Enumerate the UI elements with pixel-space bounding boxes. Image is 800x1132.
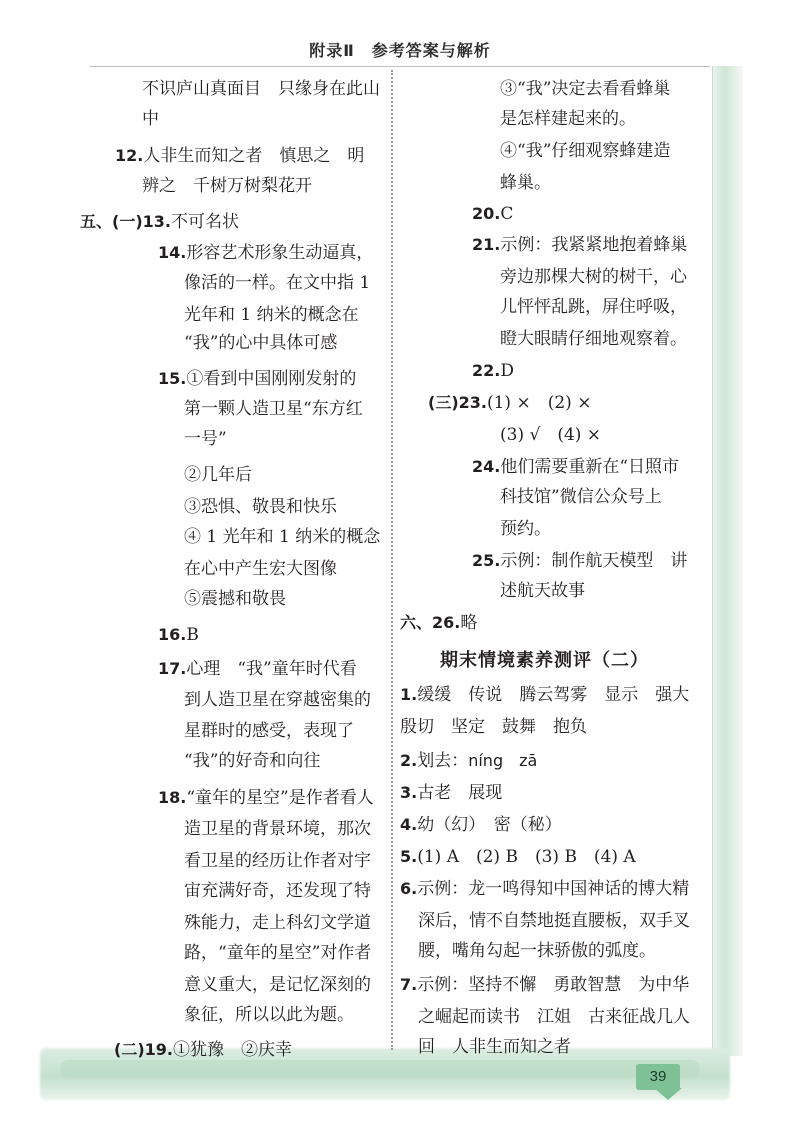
answer-line bbox=[500, 518, 551, 540]
answer-line bbox=[400, 612, 477, 634]
answer-line bbox=[184, 942, 371, 964]
answer-line bbox=[400, 684, 689, 706]
answer-line bbox=[158, 787, 374, 809]
answer-text: 形容艺术形象生动逼真， bbox=[186, 243, 374, 263]
answer-text: 深后，情不自禁地挺直腰板，双手叉 bbox=[418, 911, 690, 931]
answer-text: 辨之 千树万树梨花开 bbox=[142, 176, 312, 196]
question-number: 19. bbox=[144, 1040, 173, 1059]
answer-text: 略 bbox=[460, 613, 478, 633]
question-number: 18. bbox=[158, 788, 187, 807]
answer-text: 旁边那棵大树的树干，心 bbox=[500, 267, 687, 287]
question-number: 20. bbox=[472, 204, 501, 223]
page-number: 39 bbox=[636, 1064, 680, 1090]
answer-line bbox=[184, 464, 252, 486]
page-number-corner bbox=[654, 1088, 682, 1100]
answer-line bbox=[500, 296, 687, 318]
question-number: 7. bbox=[400, 975, 418, 994]
question-number: 4. bbox=[400, 815, 418, 834]
answer-line bbox=[158, 368, 356, 390]
section-marker: 六、 bbox=[400, 613, 433, 632]
answer-line bbox=[142, 78, 380, 100]
bottom-decoration-stripe bbox=[60, 1060, 700, 1078]
answer-line bbox=[184, 974, 371, 996]
section-marker: 五、(一) bbox=[80, 212, 143, 231]
answer-text: 到人造卫星在穿越密集的 bbox=[184, 690, 371, 710]
answer-text: ①犹豫 ②庆幸 bbox=[172, 1040, 292, 1060]
question-number: 23. bbox=[458, 393, 487, 412]
answer-line bbox=[400, 750, 537, 772]
answer-text: B bbox=[186, 625, 199, 645]
answer-text: “童年的星空”是作者看人 bbox=[186, 788, 374, 808]
answer-text: ③“我”决定去看看蜂巢 bbox=[500, 79, 671, 99]
answer-text: 腰，嘴角勾起一抹骄傲的弧度。 bbox=[418, 941, 656, 961]
answer-line bbox=[184, 818, 371, 840]
answer-text: 回 人非生而知之者 bbox=[418, 1037, 571, 1057]
question-number: 22. bbox=[472, 361, 501, 380]
answer-line bbox=[500, 78, 670, 100]
answer-text: 蜂巢。 bbox=[500, 173, 551, 193]
answer-line bbox=[472, 550, 687, 572]
answer-text: ②几年后 bbox=[184, 465, 252, 485]
answer-line bbox=[472, 456, 679, 478]
answer-text: ④“我”仔细观察蜂建造 bbox=[500, 141, 671, 161]
answer-line bbox=[472, 234, 687, 256]
answer-line bbox=[184, 332, 337, 354]
column-divider bbox=[391, 70, 393, 1050]
answer-text: 像活的一样。在文中指 1 bbox=[184, 273, 371, 293]
answer-text: 一号” bbox=[184, 429, 227, 449]
answer-text: 意义重大，是记忆深刻的 bbox=[184, 975, 371, 995]
answer-text: 他们需要重新在“日照市 bbox=[500, 457, 680, 477]
answer-text: 儿怦怦乱跳，屏住呼吸， bbox=[500, 297, 687, 317]
answer-line bbox=[184, 304, 359, 326]
answer-line bbox=[184, 850, 371, 872]
answer-line bbox=[184, 558, 337, 580]
answer-text: 心理 “我”童年时代看 bbox=[186, 659, 357, 679]
answer-line bbox=[184, 526, 380, 548]
question-number: 13. bbox=[142, 212, 171, 231]
answer-line bbox=[500, 424, 601, 446]
answer-line bbox=[142, 175, 312, 197]
answer-text: 古老 展现 bbox=[417, 783, 503, 803]
answer-line bbox=[500, 108, 636, 130]
answer-line bbox=[184, 912, 371, 934]
question-number: 15. bbox=[158, 369, 187, 388]
answer-line bbox=[418, 910, 690, 932]
answer-text: 瞪大眼睛仔细地观察着。 bbox=[500, 329, 687, 349]
answer-text: 殊能力，走上科幻文学道 bbox=[184, 913, 371, 933]
answer-text: 看卫星的经历让作者对宇 bbox=[184, 851, 371, 871]
page-edge-tab bbox=[712, 66, 743, 1056]
answer-text: 预约。 bbox=[500, 519, 551, 539]
answer-text: 幼（幻） 密（秘） bbox=[417, 815, 562, 835]
answer-line bbox=[500, 486, 662, 508]
answer-text: 第一颗人造卫星“东方红 bbox=[184, 399, 363, 419]
running-header: 附录Ⅱ 参考答案与解析 bbox=[309, 41, 491, 60]
answer-line bbox=[400, 878, 689, 900]
answer-line bbox=[184, 398, 363, 420]
pinyin-text: níng zā bbox=[468, 751, 538, 770]
answer-text: 路，“童年的星空”对作者 bbox=[184, 943, 372, 963]
answer-line bbox=[184, 750, 320, 772]
answer-line bbox=[158, 242, 373, 264]
answer-line bbox=[158, 624, 199, 646]
answer-line bbox=[184, 428, 227, 450]
answer-text: ③恐惧、敬畏和快乐 bbox=[184, 497, 337, 517]
answer-text: 宙充满好奇，还发现了特 bbox=[184, 881, 371, 901]
question-number: 1. bbox=[400, 685, 418, 704]
answer-line bbox=[184, 720, 354, 742]
answer-line bbox=[418, 1036, 571, 1058]
answer-text: ①看到中国刚刚发射的 bbox=[186, 369, 357, 389]
question-number: 16. bbox=[158, 625, 187, 644]
answer-text: 星群时的感受，表现了 bbox=[184, 721, 354, 741]
question-number: 26. bbox=[432, 613, 461, 632]
question-number: 5. bbox=[400, 847, 418, 866]
answer-line bbox=[158, 658, 357, 680]
answer-text: 示例：我紧紧地抱着蜂巢 bbox=[500, 235, 688, 255]
answer-text: 科技馆”微信公众号上 bbox=[500, 487, 662, 507]
answer-text: 殷切 坚定 鼓舞 抱负 bbox=[400, 717, 587, 737]
question-number: 24. bbox=[472, 457, 501, 476]
question-number: 3. bbox=[400, 783, 418, 802]
answer-text: “我”的心中具体可感 bbox=[184, 333, 338, 353]
answer-line bbox=[184, 496, 337, 518]
answer-line bbox=[142, 108, 159, 130]
answer-text: ④ 1 光年和 1 纳米的概念 bbox=[184, 527, 381, 547]
answer-text: 不可名状 bbox=[170, 212, 239, 232]
section-marker: (三) bbox=[428, 393, 459, 412]
header-rule bbox=[90, 66, 710, 67]
answer-line bbox=[400, 716, 587, 738]
answer-line bbox=[184, 1004, 354, 1026]
answer-text: 划去： bbox=[417, 751, 469, 771]
answer-line bbox=[184, 880, 371, 902]
answer-line bbox=[400, 782, 502, 804]
question-number: 2. bbox=[400, 751, 418, 770]
answer-text: ⑤震撼和敬畏 bbox=[184, 589, 286, 609]
question-number: 12. bbox=[115, 146, 144, 165]
answer-line bbox=[472, 203, 513, 225]
answer-line bbox=[184, 272, 370, 294]
answer-text: C bbox=[500, 204, 514, 224]
answer-text: 述航天故事 bbox=[500, 581, 585, 601]
answer-line bbox=[184, 588, 286, 610]
answer-line bbox=[500, 140, 670, 162]
answer-line bbox=[500, 328, 687, 350]
answer-line bbox=[500, 580, 585, 602]
question-number: 6. bbox=[400, 879, 418, 898]
answer-text: 象征，所以以此为题。 bbox=[184, 1005, 354, 1025]
answer-line bbox=[418, 940, 656, 962]
answer-text: 示例：坚持不懈 勇敢智慧 为中华 bbox=[417, 975, 690, 995]
answer-text: 示例：制作航天模型 讲 bbox=[500, 551, 688, 571]
answer-line bbox=[428, 392, 591, 414]
answer-line bbox=[114, 1039, 292, 1061]
answer-line bbox=[400, 814, 562, 836]
answer-text: “我”的好奇和向往 bbox=[184, 751, 321, 771]
answer-line bbox=[472, 360, 514, 382]
answer-text: 不识庐山真面目 只缘身在此山 bbox=[142, 79, 380, 99]
answer-text: 示例：龙一鸣得知中国神话的博大精 bbox=[417, 879, 690, 899]
answer-line bbox=[500, 172, 551, 194]
answer-text: 光年和 1 纳米的概念在 bbox=[184, 305, 359, 325]
section-title bbox=[440, 650, 649, 672]
question-number: 21. bbox=[472, 235, 501, 254]
answer-text: 缓缓 传说 腾云驾雾 显示 强大 bbox=[417, 685, 690, 705]
question-number: 14. bbox=[158, 243, 187, 262]
answer-line bbox=[115, 145, 364, 167]
answer-line bbox=[500, 266, 687, 288]
answer-line bbox=[400, 974, 689, 996]
answer-text: 人非生而知之者 慎思之 明 bbox=[143, 146, 365, 166]
answer-text: (1) × (2) × bbox=[486, 393, 592, 413]
answer-text: 在心中产生宏大图像 bbox=[184, 559, 337, 579]
answer-text: D bbox=[500, 361, 514, 381]
answer-text: 中 bbox=[142, 109, 159, 129]
answer-line bbox=[400, 846, 636, 868]
section-marker: (二) bbox=[114, 1040, 145, 1059]
answer-line bbox=[418, 1006, 690, 1028]
question-number: 17. bbox=[158, 659, 187, 678]
answer-line bbox=[80, 211, 239, 233]
answer-text: 之崛起而读书 江姐 古来征战几人 bbox=[418, 1007, 690, 1027]
answer-text: (3) √ (4) × bbox=[500, 425, 602, 445]
test-title: 期末情境素养测评（二） bbox=[440, 650, 649, 671]
answer-line bbox=[184, 689, 371, 711]
answer-text: 是怎样建起来的。 bbox=[500, 109, 636, 129]
answer-text: 造卫星的背景环境，那次 bbox=[184, 819, 371, 839]
question-number: 25. bbox=[472, 551, 501, 570]
answer-text: (1) A (2) B (3) B (4) A bbox=[417, 847, 636, 867]
